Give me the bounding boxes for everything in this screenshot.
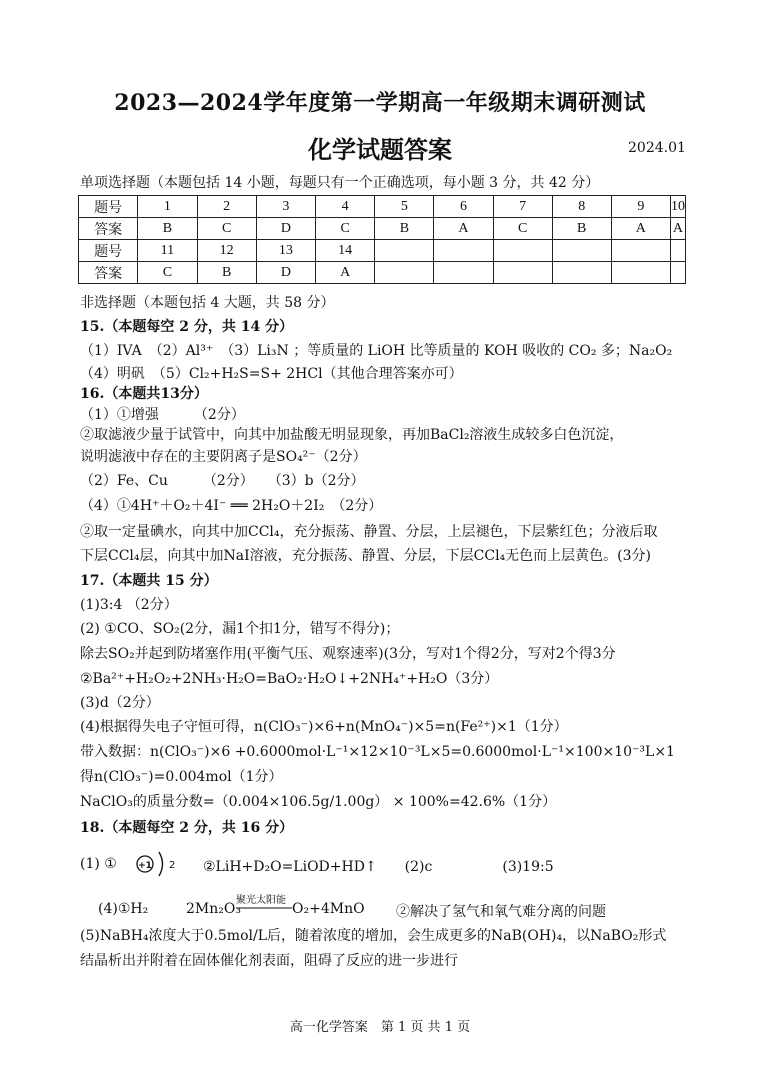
row-label: 答案 [79,262,138,284]
q16-line: 下层CCl₄层，向其中加NaI溶液，充分振荡、静置、分层，下层CCl₄无色而上层黄色。(3分) [80,548,651,564]
question-number: 1 [138,196,197,218]
q17-heading: 17.（本题共 15 分） [80,573,218,589]
q18-line: 结晶析出并附着在固体催化剂表面，阻碍了反应的进一步进行 [80,953,458,969]
answer-cell: D [256,218,315,240]
empty-cell [434,262,493,284]
question-number: 2 [197,196,256,218]
q17-line: NaClO₃的质量分数=（0.004×106.5g/1.00g） × 100%=42.6%（1分） [80,794,557,810]
question-number: 6 [434,196,493,218]
empty-cell [375,262,434,284]
q17-line: 带入数据：n(ClO₃⁻)×6 +0.6000mol·L⁻¹×12×10⁻³L×5=0.6000mol·L⁻¹×100×10⁻³L×1 [80,744,675,760]
q17-line: ②Ba²⁺+H₂O₂+2NH₃·H₂O=BaO₂·H₂O↓+2NH₄⁺+H₂O（3分） [80,671,499,687]
question-number: 13 [256,240,315,262]
electron-shell-arc [159,852,163,876]
section1-heading: 单项选择题（本题包括 14 小题，每题只有一个正确选项，每小题 3 分，共 42 分） [80,175,600,191]
answer-cell: C [197,218,256,240]
empty-cell [611,262,670,284]
row-label: 题号 [79,196,138,218]
answer-cell: C [316,218,375,240]
q16-line: 说明滤液中存在的主要阴离子是SO₄²⁻（2分） [80,449,367,465]
q18-line: ②解决了氢气和氧气难分离的问题 [396,904,606,920]
q17-line: (3)d（2分） [80,695,160,711]
empty-cell [670,262,685,284]
question-number: 5 [375,196,434,218]
q16-line: （2）Fe、Cu （2分） （3）b（2分） [80,473,365,489]
q18-line: 2Mn₂O₃ [186,901,241,917]
question-number: 14 [316,240,375,262]
empty-cell [670,240,685,262]
nucleus-charge: +1 [138,861,152,871]
q18-line-prefix: (1) ① [80,856,117,872]
empty-cell [493,240,552,262]
empty-cell [375,240,434,262]
q18-heading: 18.（本题每空 2 分，共 16 分） [80,820,294,836]
answer-cell: A [670,218,685,240]
question-number: 4 [316,196,375,218]
q17-line: (4)根据得失电子守恒可得，n(ClO₃⁻)×6+n(MnO₄⁻)×5=n(Fe²⁺)×1（1分） [80,719,568,735]
q16-line: ②取滤液少量于试管中，向其中加盐酸无明显现象，再加BaCl₂溶液生成较多白色沉淀， [80,427,624,443]
question-number: 11 [138,240,197,262]
electron-count: 2 [169,860,176,871]
reaction-condition-label: 聚光太阳能 [236,895,286,906]
q16-line: （1）①增强 （2分） [80,407,245,423]
q17-line: 除去SO₂并起到防堵塞作用(平衡气压、观察速率)(3分，写对1个得2分，写对2个得3分 [80,646,616,662]
answer-cell: B [375,218,434,240]
empty-cell [434,240,493,262]
empty-cell [611,240,670,262]
question-number: 10 [670,196,685,218]
question-number: 9 [611,196,670,218]
section2-heading: 非选择题（本题包括 4 大题，共 58 分） [80,295,335,311]
answer-cell: A [434,218,493,240]
q17-line: 得n(ClO₃⁻)=0.004mol（1分） [80,769,283,785]
answer-cell: B [138,218,197,240]
answer-cell: B [197,262,256,284]
q18-line: ②LiH+D₂O=LiOD+HD↑ (2)c (3)19:5 [203,859,554,875]
answer-cell: C [138,262,197,284]
answer-cell: B [552,218,611,240]
q15-line: （4）明矾 （5）Cl₂+H₂S=S+ 2HCl（其他合理答案亦可） [80,366,463,382]
document-title: 2023—2024学年度第一学期高一年级期末调研测试 [114,90,646,116]
answer-cell: C [493,218,552,240]
question-number: 12 [197,240,256,262]
q16-line: ②取一定量碘水，向其中加CCl₄，充分振荡、静置、分层，上层褪色，下层紫红色；分液后取 [80,524,658,540]
document-subtitle: 化学试题答案 [308,135,452,164]
table-row [79,218,686,240]
empty-cell [552,240,611,262]
atom-structure-diagram [128,846,176,882]
reaction-condition-line [236,906,292,910]
row-label: 答案 [79,218,138,240]
q18-line: (4)①H₂ [98,901,149,917]
q16-heading: 16.（本题共13分） [80,386,208,402]
document-date: 2024.01 [628,140,686,156]
row-label: 题号 [79,240,138,262]
answer-table [78,195,686,284]
page-footer: 高一化学答案 第 1 页 共 1 页 [289,1020,471,1035]
q18-line: O₂+4MnO [292,901,365,917]
table-row [79,262,686,284]
question-number: 7 [493,196,552,218]
answer-cell: A [316,262,375,284]
answer-cell: D [256,262,315,284]
table-row [79,196,686,218]
answer-cell: A [611,218,670,240]
q18-line: (5)NaBH₄浓度大于0.5mol/L后，随着浓度的增加，会生成更多的NaB(OH)₄，以NaBO₂形式 [80,928,667,944]
q17-line: (2) ①CO、SO₂(2分，漏1个扣1分，错写不得分)； [80,621,400,637]
q17-line: (1)3:4 （2分） [80,597,178,613]
q15-line: （1）IVA （2）Al³⁺ （3）Li₃N ；等质量的 LiOH 比等质量的 KOH 吸收的 CO₂ 多；Na₂O₂ [80,343,673,359]
question-number: 8 [552,196,611,218]
question-number: 3 [256,196,315,218]
table-row [79,240,686,262]
empty-cell [493,262,552,284]
q16-line: （4）①4H⁺＋O₂＋4I⁻ ══ 2H₂O＋2I₂ （2分） [80,498,383,514]
empty-cell [552,262,611,284]
q15-heading: 15.（本题每空 2 分，共 14 分） [80,319,294,335]
